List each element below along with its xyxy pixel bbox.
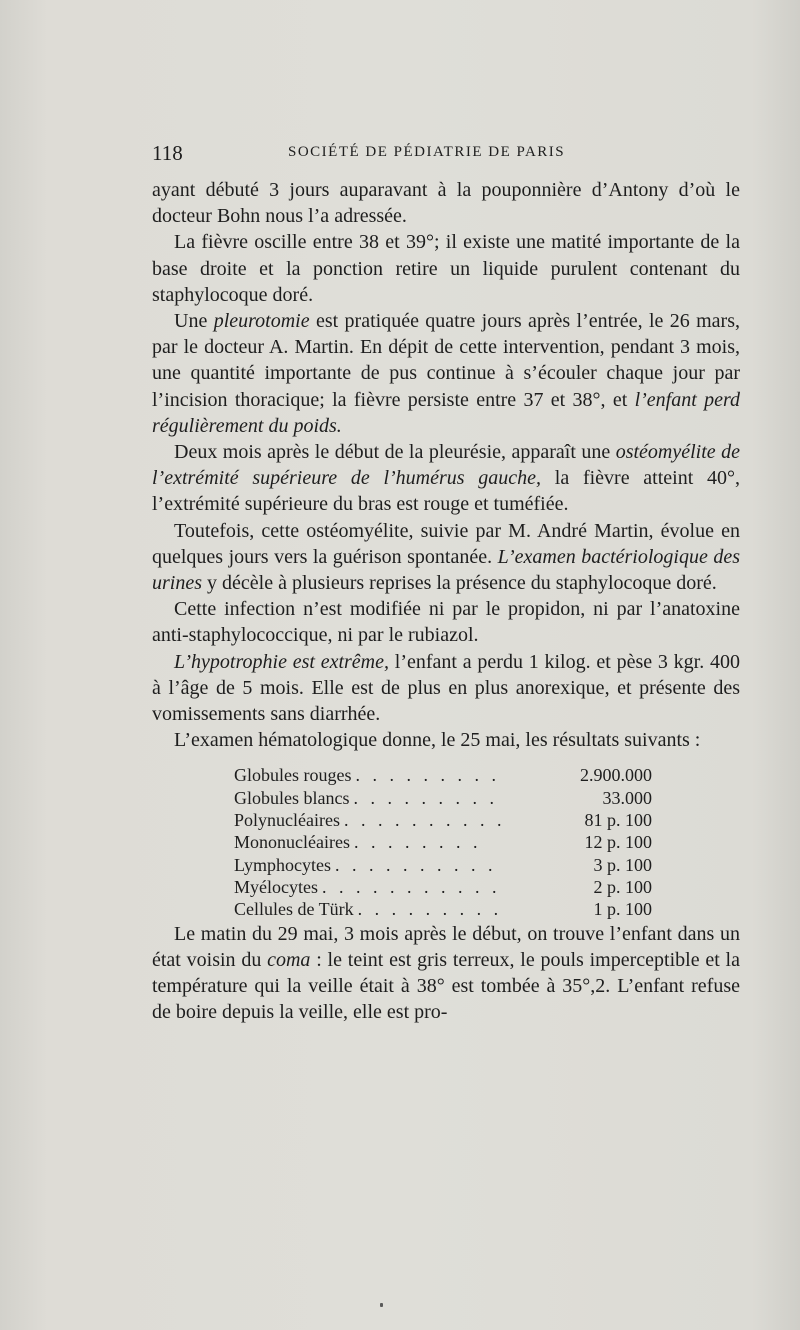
paragraph-infection: Cette infection n’est modifiée ni par le propidon, ni par l’anatoxine anti-staphylococcique, ni par le rubiazol.: [152, 598, 740, 647]
leader-dots: . . . . . . . . . .: [343, 810, 506, 831]
italic-text: l’enfant perd régulièrement du poids.: [152, 388, 740, 437]
italic-text: coma: [267, 948, 311, 971]
results-label: Lymphocytes: [234, 854, 331, 875]
results-row: [234, 831, 652, 853]
italic-text: L’hypotrophie est extrême,: [174, 650, 390, 673]
results-value: 81 p. 100: [584, 810, 652, 831]
leader-dots: . . . . . . . . .: [357, 899, 503, 920]
results-value: 12 p. 100: [584, 832, 652, 853]
text-run: Une: [174, 310, 214, 333]
hematology-results-table: [234, 764, 652, 920]
results-value: 3 p. 100: [593, 854, 652, 875]
results-label: Globules rouges: [234, 765, 352, 786]
leader-dots: . . . . . . . . .: [355, 765, 500, 786]
results-row: [234, 876, 652, 898]
italic-text: L’examen bactériologique des urines: [152, 545, 740, 595]
leader-dots: . . . . . . . . .: [353, 787, 498, 808]
results-row: [234, 854, 652, 876]
text-run: y décèle à plusieurs reprises la présence du staphylocoque doré.: [202, 572, 717, 595]
paragraph-continuation: ayant débuté 3 jours auparavant à la pouponnière d’Antony d’où le docteur Bohn nous l’a adressée.: [152, 179, 740, 228]
page-number: 118: [152, 141, 183, 165]
results-label: Myélocytes: [234, 876, 318, 897]
text-run: l’enfant a perdu 1 kilog. et pèse 3 kgr. 400 à l’âge de 5 mois. Elle est de plus en plus anorexique, et présente des vomissements sans diarrhée.: [152, 650, 740, 726]
paragraph-coma: [152, 921, 740, 1026]
paragraph-fever: La fièvre oscille entre 38 et 39°; il existe une matité importante de la base droite et la ponction retire un liquide purulent contenant du staphylocoque doré.: [152, 231, 740, 306]
text-run: est pratiquée quatre jours après l’entrée, le 26 mars, par le docteur A. Martin. En dépit de cette intervention, pendant 3 mois, une quantité importante de pus continue à s’écouler chaque jour par l’incision thoracique; la fièvre persiste entre 37 et 38°, et: [152, 310, 740, 411]
text-run: Deux mois après le début de la pleurésie, apparaît une: [174, 441, 616, 464]
text-run: Le matin du 29 mai, 3 mois après le début, on trouve l’enfant dans un état voisin du: [152, 922, 740, 971]
leader-dots: . . . . . . . . . . .: [321, 876, 501, 897]
results-label: Polynucléaires: [234, 810, 340, 831]
text-run: Toutefois, cette ostéomyélite, suivie par M. André Martin, évolue en quelques jours vers la guérison spontanée.: [152, 519, 740, 568]
paragraph-osteomyelitis: [152, 439, 740, 518]
results-value: 2.900.000: [580, 765, 652, 786]
text-run: : le teint est gris terreux, le pouls imperceptible et la température qui la veille était à 38° est tombée à 35°,2. L’enfant refuse de boire depuis la veille, elle est pro-: [152, 948, 740, 1024]
results-label: Cellules de Türk: [234, 899, 354, 920]
leader-dots: . . . . . . . . . .: [335, 854, 497, 875]
paragraph-pleurotomy: [152, 308, 740, 439]
paragraph-hypotrophy: [152, 649, 740, 728]
paragraph-urine-exam: [152, 518, 740, 597]
results-value: 33.000: [602, 787, 652, 808]
results-label: Mononucléaires: [234, 832, 350, 853]
results-row: [234, 787, 652, 809]
paragraph-hematology: L’examen hématologique donne, le 25 mai, les résultats suivants :: [174, 729, 701, 752]
results-value: 2 p. 100: [593, 876, 652, 897]
print-speck: [380, 1303, 383, 1307]
results-value: 1 p. 100: [593, 899, 652, 920]
results-row: [234, 898, 652, 920]
text-run: la fièvre atteint 40°, l’extrémité supérieure du bras est rouge et tuméfiée.: [152, 467, 741, 516]
running-head: SOCIÉTÉ DE PÉDIATRIE DE PARIS: [288, 144, 566, 160]
leader-dots: . . . . . . . .: [353, 832, 482, 853]
results-row: [234, 764, 652, 786]
italic-text: ostéomyélite de l’extrémité supérieure de l’humérus gauche,: [152, 441, 741, 490]
page-header: [152, 141, 742, 167]
results-row: [234, 809, 652, 831]
results-label: Globules blancs: [234, 787, 350, 808]
body-text: [152, 177, 740, 1025]
italic-text: pleurotomie: [213, 310, 310, 333]
